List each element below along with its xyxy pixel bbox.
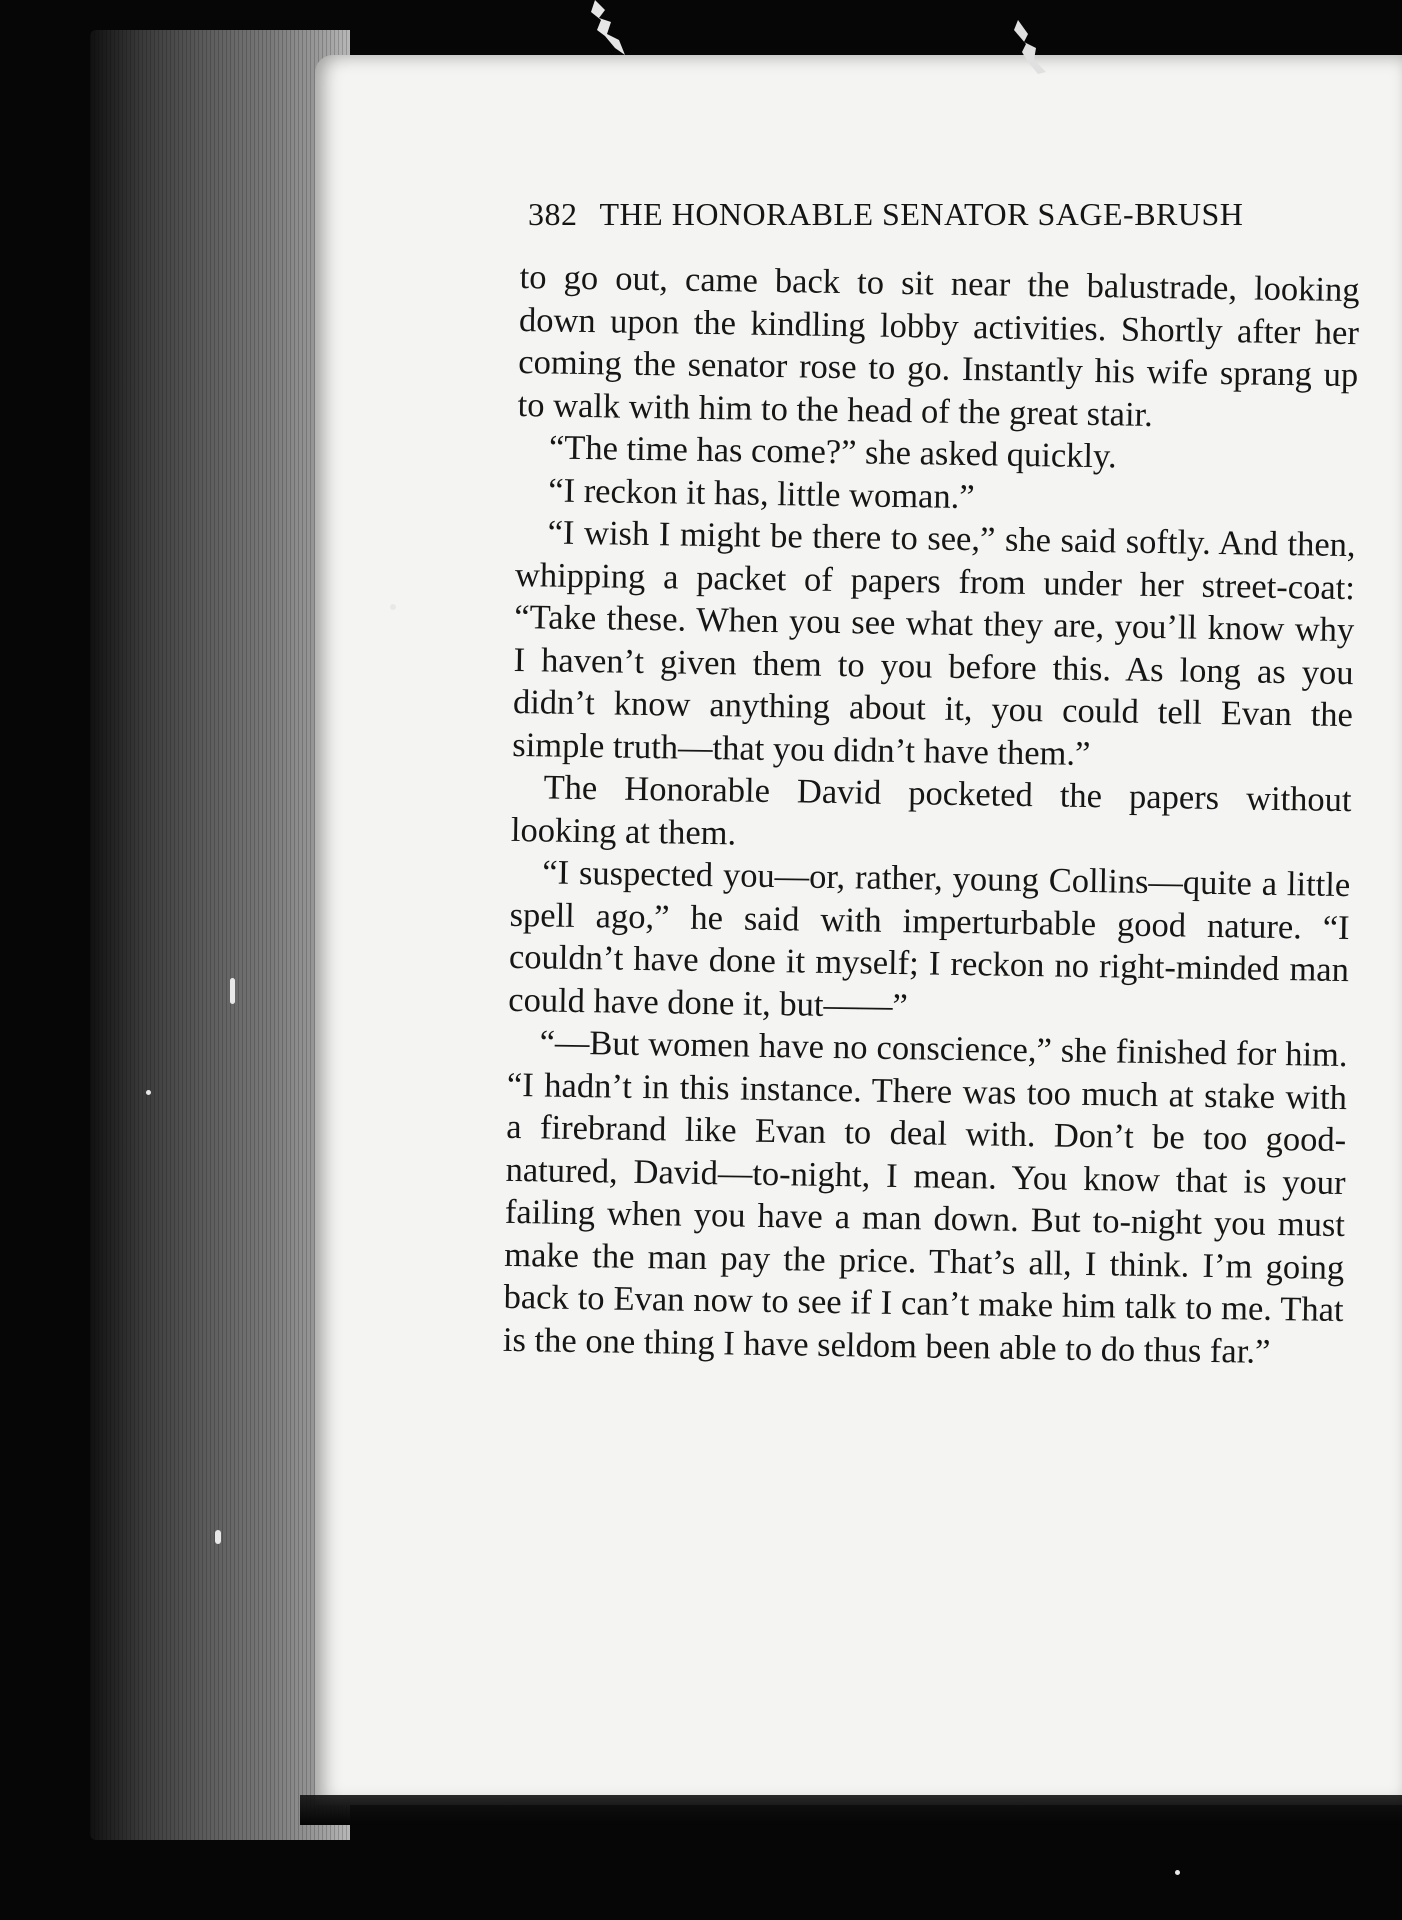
paragraph: The Honorable David pocketed the papers without looking at them. [510,768,1352,852]
page-bottom-shadow [300,1795,1402,1825]
paragraph: “I reckon it has, little woman.” [548,470,975,516]
dust-speck [230,978,235,1004]
running-title: THE HONORABLE SENATOR SAGE-BRUSH [599,196,1244,232]
paragraph: to go out, came back to sit near the balustrade, looking down upon the kindling lobby activities. Shortly after her coming the senator rose to go. Instantly his wife sprang up to walk with him to the head of the great stair. [517,257,1360,434]
scan-artifact-top-left [585,0,645,60]
dust-speck [146,1090,151,1095]
body-text [503,256,1360,1374]
page-number: 382 [528,196,578,232]
paragraph: “I wish I might be there to see,” she said softly. And then, whipping a packet of papers from under her street-coat: “Take these. When you see what they are, you’ll know why I haven’t given them to you before this. As long as you didn’t know anything about it, you could tell Evan the simple truth—that you didn’t have them.” [512,513,1356,773]
paragraph: “I suspected you—or, rather, young Collins—quite a little spell ago,” he said with imperturbable good nature. “I couldn’t have done it myself; I reckon no right-minded man could have done it, but——” [508,853,1351,1025]
paragraph: “—But women have no conscience,” she finished for him. “I hadn’t in this instance. There was too much at stake with a firebrand like Evan to deal with. Don’t be too good-natured, David—to-night, I mean. You know that is your failing when you have a man down. But to-night you must make the man pay the price. That’s all, I think. I’m going back to Evan now to see if I can’t make him talk to me. That is the one thing I have seldom been able to do thus far.” [502,1023,1348,1371]
book-page-edges [90,30,350,1840]
running-head [528,196,1328,233]
dust-speck [1175,1870,1180,1875]
scan-artifact-top-right [1010,20,1060,80]
paragraph: “The time has come?” she asked quickly. [548,428,1117,476]
dust-speck [390,604,396,610]
dust-speck [215,1530,221,1544]
